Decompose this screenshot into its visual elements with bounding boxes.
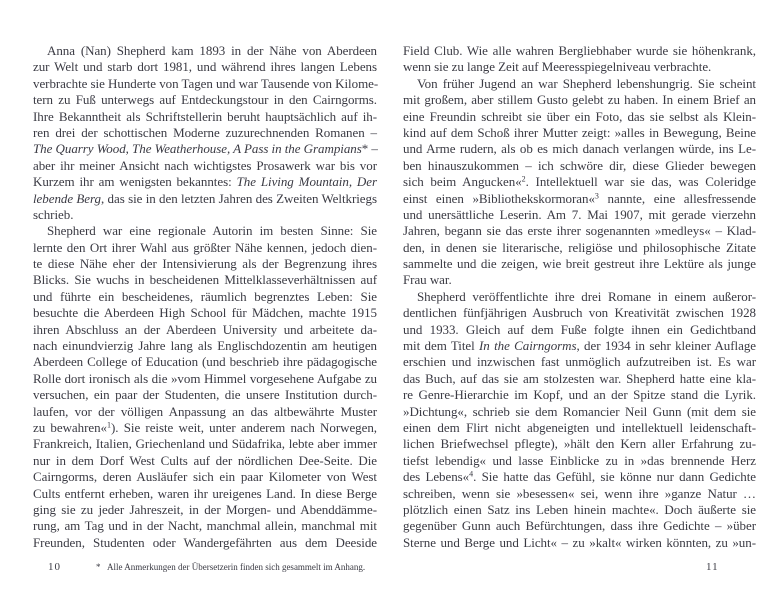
text-line: Cults entfernt erheben, waren ihr ureigenes Land. In diese Berge [33, 485, 377, 501]
text-line: dentlichen fünfjährigen Ausbruch von Kreativität zwischen 1928 [403, 305, 756, 321]
text-segment: nannte, eine allesfressende [598, 190, 756, 206]
text-line: das Buch, auf das sie am stolzesten war. Shepherd hatte eine kla- [403, 370, 756, 386]
text-line: und Arme rudern, als ob es mich danach verlangen würde, ins Le- [403, 141, 756, 157]
text-line: lernte den Ort ihrer Wahl aus größter Nähe kennen, jedoch dien- [33, 239, 377, 255]
text-line: plötzlich einen Satz ins Leben hinein machte«. Doch äußerte sie [403, 501, 756, 517]
text-line: mit großem, aber stillem Gusto gelebt zu haben. In einem Brief an [403, 92, 756, 108]
text-line: aber ihr meiner Ansicht nach wichtigstes Prosawerk war bis vor [33, 157, 377, 173]
book-title-italic: lebende Berg [33, 190, 102, 206]
text-line: Shepherd war eine regionale Autorin im besten Sinne: Sie [47, 223, 377, 239]
text-line: te diese Nähe eher der Intensivierung als der Begrenzung ihres [33, 256, 377, 272]
book-page-left [33, 43, 379, 573]
text-line [33, 141, 377, 157]
text-segment: . Sie hatte das Gefühl, sie könne nur dann Gedichte [473, 469, 756, 485]
text-line: ging sie zu jeder Jahreszeit, in der Morgen- und Abenddämme- [33, 501, 377, 517]
text-line: Cairngorms, deren Ausläufer sich ein paar Kilometer von West [33, 469, 377, 485]
text-line: schreiben, wenn sie »besessen« sei, wenn ihre »ganze Natur … [403, 485, 756, 501]
text-segment: sich beim Angucken« [403, 174, 522, 190]
footnote-ref: 4 [469, 469, 474, 479]
text-line: Frau war. [403, 272, 452, 288]
text-line: Blicks. Sie wuchs in bescheidenen Mittelklasseverhältnissen auf [33, 272, 377, 288]
text-line: ihren Abschluss an der Aberdeen University und arbeitete da- [33, 321, 377, 337]
text-segment: , das sie in den letzten Jahren des Zweiten Weltkriegs [101, 190, 377, 206]
text-line: Aberdeen College of Education (und beschrieb ihre pädagogische [33, 354, 377, 370]
text-line [403, 338, 756, 354]
text-line: eine Freundin schreibt sie über ein Foto, das sie selbst als Klein- [403, 108, 756, 124]
text-line: versuchen, ein paar der Studenten, die unsere Institution durch- [33, 387, 377, 403]
text-line [33, 191, 377, 207]
text-line: Freunden, Studenten oder Wandergefährten aus dem Deeside [33, 534, 377, 550]
text-line: Shepherd veröffentlichte ihre drei Romane in einem außeror- [417, 288, 756, 304]
text-line: Sterne und Berge und Licht« – zu »kalt« wirken könnten, zu »un- [403, 534, 756, 550]
text-segment: ). Sie reiste weit, unter anderem nach Norwegen, [111, 419, 377, 435]
left-page-text [33, 43, 377, 551]
text-line: besuchte die Aberdeen High School für Mädchen, machte 1915 [33, 305, 377, 321]
left-page-footer [33, 560, 377, 576]
text-line [403, 174, 756, 190]
text-line: und 1933. Gleich auf dem Fuße folgte ihnen ein Gedichtband [403, 321, 756, 337]
text-line: verbrachte sie Hunderte von Tagen und war Tausende von Kilome- [33, 75, 379, 91]
book-title-italic: The Quarry Wood, The Weatherhouse, A Pass in the Grampians [33, 141, 362, 157]
page-number-left: 10 [48, 561, 61, 573]
text-line: und unersättliche Leserin. Am 7. Mai 1907, mit gerade vierzehn [403, 206, 756, 222]
text-line [33, 174, 377, 190]
text-segment: zu bewahren« [33, 419, 107, 435]
text-line: Rolle dort ironisch als die »vom Himmel vorgesehene Aufgabe zu [33, 370, 377, 386]
text-segment: mit dem Titel [403, 338, 480, 354]
text-line: ren drei der schottischen Moderne zuzurechnenden Romanen – [33, 124, 377, 140]
text-segment: * – [361, 141, 378, 157]
text-line: Field Club. Wie alle wahren Bergliebhaber wurde sie höhenkrank, [403, 43, 756, 58]
text-line: laufen, vor der völligen Anpassung an das altbewährte Muster [33, 403, 377, 419]
footnote-ref: 2 [521, 174, 526, 184]
text-line: den, in denen sie literarische, religiöse und philosophische Zitate [403, 239, 756, 255]
text-line [403, 469, 756, 485]
right-page-text [403, 43, 756, 551]
text-line: ben hinauszukommen – ich schwöre dir, diese Glieder bewegen [403, 157, 756, 173]
text-line: nur in dem Dorf West Cults auf der nördlichen Dee-Seite. Die [33, 452, 377, 468]
right-page-footer [403, 560, 756, 576]
translator-footnote [96, 562, 365, 573]
text-line: sammelte und die zeigen, wie breit gestreut ihre Lektüre als junge [403, 256, 756, 272]
text-line: »Dichtung«, schrieb sie dem Romancier Neil Gunn (mit dem sie [403, 403, 756, 419]
text-line: re Genre-Hierarchie im Kopf, und an der Spitze stand die Lyrik. [403, 387, 756, 403]
text-line [33, 420, 377, 436]
page-number-right: 11 [706, 561, 719, 573]
footnote-text: Alle Anmerkungen der Übersetzerin finden sich gesammelt im Anhang. [107, 562, 366, 572]
text-line: nach einundvierzig Jahre lang als Englischdozentin am heutigen [33, 338, 377, 354]
text-line: kind auf dem Schoß ihrer Mutter zeigt: »alles in Bewegung, Beine [403, 124, 756, 140]
text-segment: , der 1934 in sehr kleiner Auflage [576, 338, 756, 354]
footnote-asterisk-marker: * [96, 562, 101, 572]
text-line [403, 191, 756, 207]
text-line: wenn sie zu lange Zeit auf Meeresspiegelniveau verbrachte. [403, 59, 712, 75]
text-segment: Kurzem ihr am wenigsten bekanntes: [33, 174, 237, 190]
text-segment: des Lebens« [403, 469, 470, 485]
text-line: einen dem Flirt nicht abgeneigten und intellektuell leidenschaft- [403, 419, 756, 435]
text-line: zur Welt und starb dort 1981, und während ihres langen Lebens [33, 59, 377, 75]
footnote-ref: 3 [594, 191, 599, 201]
text-line: tern zu Fuß unterwegs auf Entdeckungstour in den Cairngorms. [33, 92, 377, 108]
text-line: Jahren, begann sie das erste ihrer sogenannten »medleys« – Klad- [403, 223, 756, 239]
text-line: tiefst lebendig« und lasse Einblicke zu in »das brennende Herz [403, 452, 756, 468]
text-line: schrieb. [33, 206, 74, 222]
text-line: und führte ein bescheidenes, räumlich begrenztes Leben: Sie [33, 288, 377, 304]
text-line: erschien und inzwischen fast unmöglich aufzutreiben ist. Es war [403, 354, 756, 370]
text-line: Von früher Jugend an war Shepherd lebenshungrig. Sie scheint [417, 75, 756, 91]
book-title-italic: In the Cairngorms [479, 338, 577, 354]
text-line: Frankreich, Italien, Griechenland und Südafrika, lebte aber immer [33, 436, 377, 452]
text-segment: . Intellektuell war sie das, was Coleridge [525, 174, 757, 190]
text-line: Ihre Bekanntheit als Schriftstellerin beruht hauptsächlich auf ih- [33, 108, 377, 124]
book-title-italic: The Living Mountain, Der [236, 174, 377, 190]
book-page-right [403, 43, 757, 573]
text-line: lichen Briefwechsel pflegte), »hält den Kern aller Erfahrung zu- [403, 436, 756, 452]
text-line: gegenüber Gunn auch Befürchtungen, dass ihre Gedichte – »über [403, 518, 756, 534]
text-segment: einst einen »Bibliothekskormoran« [403, 190, 595, 206]
text-line: Anna (Nan) Shepherd kam 1893 in der Nähe von Aberdeen [47, 43, 377, 58]
text-line: rung, am Tag und in der Nacht, manchmal allein, manchmal mit [33, 518, 377, 534]
footnote-ref: 1 [107, 420, 111, 430]
